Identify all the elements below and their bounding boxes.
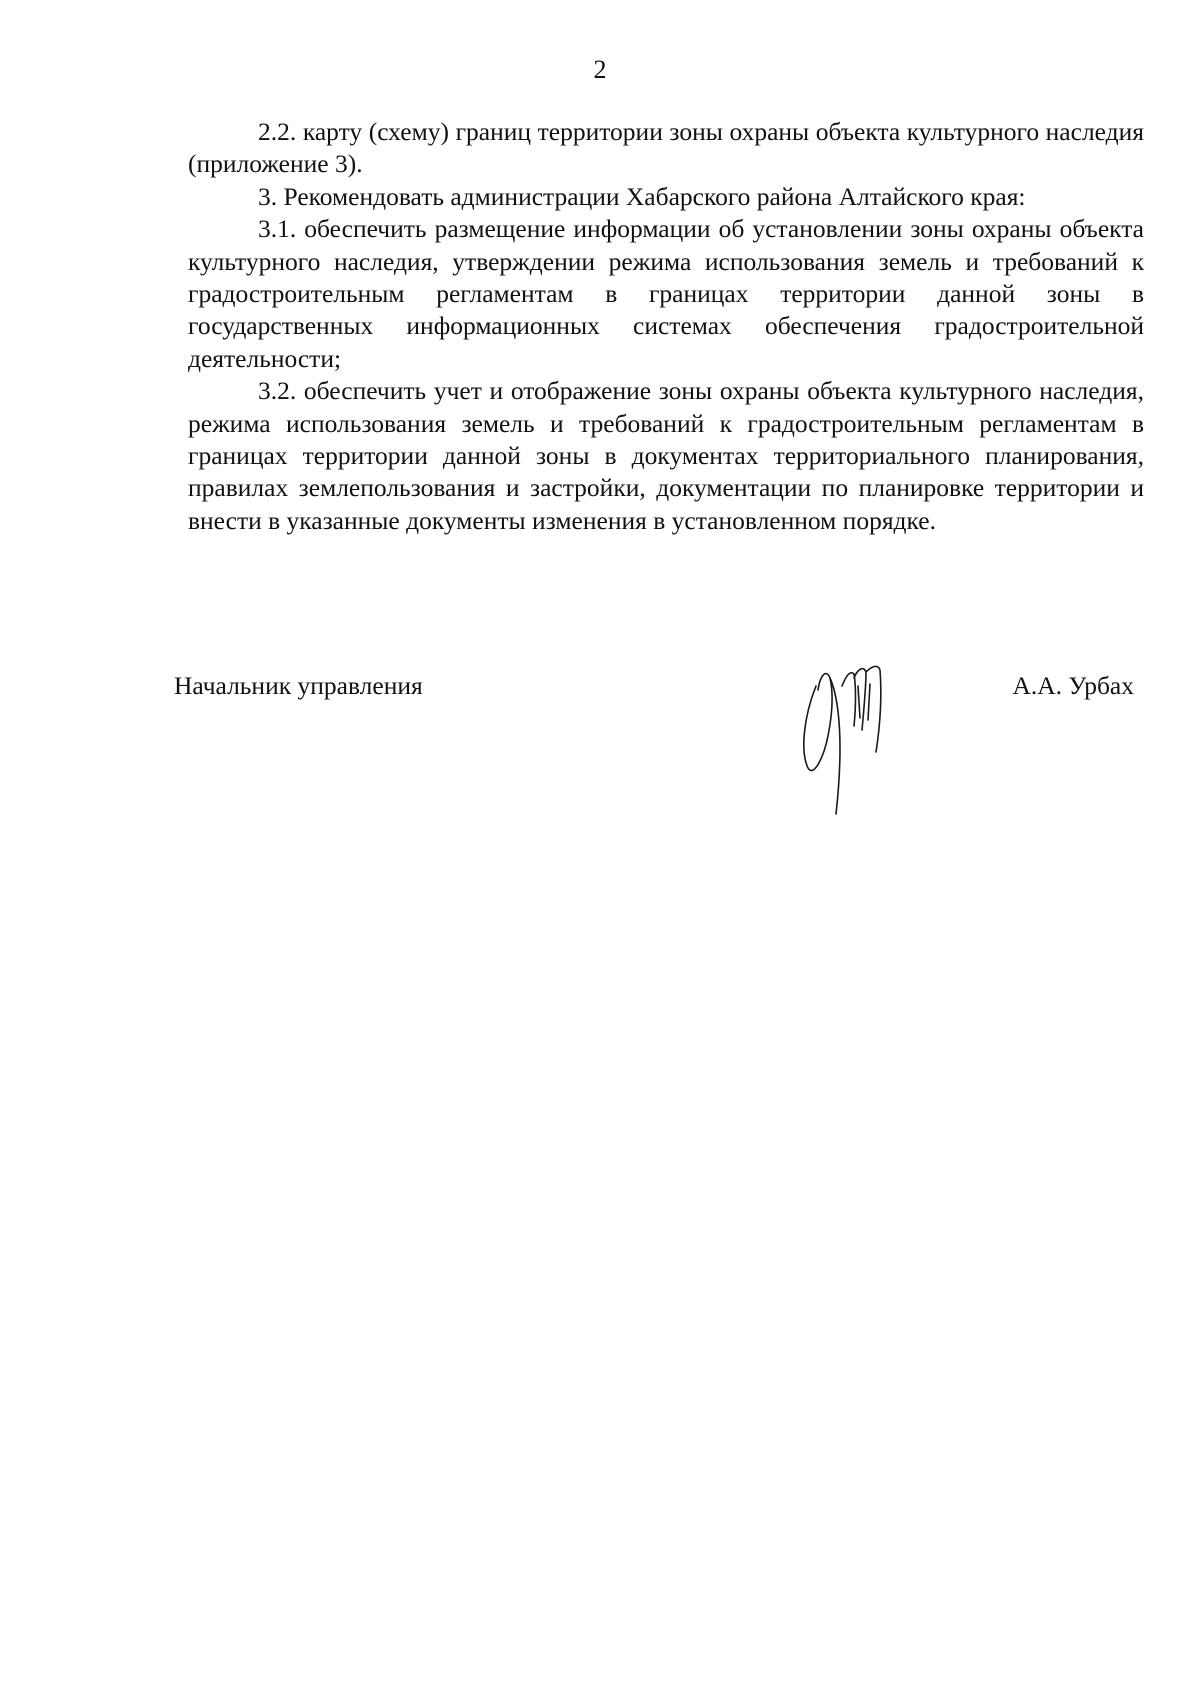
signature-block — [174, 670, 1134, 830]
paragraph-2-2: 2.2. карту (схему) границ территории зоны охраны объекта культурного наследия (приложение 3). — [188, 117, 1144, 179]
page-number: 2 — [593, 55, 607, 84]
paragraph-3: 3. Рекомендовать администрации Хабарского района Алтайского края: — [258, 181, 1026, 211]
signatory-position: Начальник управления — [174, 671, 423, 700]
paragraph-3-1: 3.1. обеспечить размещение информации об установлении зоны охраны объекта культурного наследия, утверждении режима использования земель и требований к градостроительным регламентам в границах территории данной зоны в государственных информационных системах обеспечения градостроительной деятельности; — [188, 214, 1144, 373]
paragraph-3-2: 3.2. обеспечить учет и отображение зоны охраны объекта культурного наследия, режима использования земель и требований к градостроительным регламентам в границах территории данной зоны в документах территориального планирования, правилах землепользования и застройки, документации по планировке территории и внести в указанные документы изменения в установленном порядке. — [188, 376, 1144, 535]
signatory-name: А.А. Урбах — [1012, 671, 1134, 700]
handwritten-signature — [794, 656, 914, 816]
document-body — [188, 116, 1144, 537]
